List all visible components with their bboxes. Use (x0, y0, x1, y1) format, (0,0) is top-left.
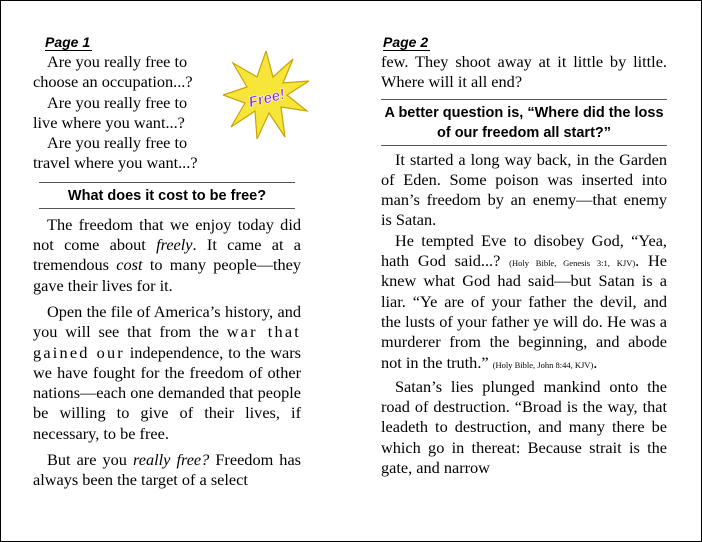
section-heading-cost: What does it cost to be free? (39, 182, 295, 209)
paragraph: few. They shoot away at it little by little. Where will it all end? (381, 52, 667, 92)
page-2-column (381, 34, 667, 478)
page-2-label: Page 2 (383, 34, 429, 50)
text-run: . (593, 352, 598, 372)
text-run: The freedom that we enjoy today did not come about (33, 214, 301, 255)
free-badge-text: Free! (247, 85, 287, 112)
paragraph (381, 231, 667, 373)
paragraph (33, 302, 301, 444)
paragraph (33, 215, 301, 296)
text-run: He tempted Eve to disobey God, “Yea, hath God said...? (381, 230, 667, 271)
emphasis-text: freely (156, 235, 193, 255)
text-run: But are you (47, 450, 134, 470)
scripture-reference: (Holy Bible, Genesis 3:1, KJV) (509, 258, 636, 269)
page-1-label: Page 1 (45, 34, 91, 50)
intro-line: live where you want...? (33, 112, 185, 132)
text-run: . It came at a tremendous (33, 235, 301, 275)
page-2-body (381, 150, 667, 479)
free-starburst-badge (223, 51, 309, 139)
page-2-carryover (381, 52, 667, 93)
intro-line: choose an occupation...? (33, 72, 193, 92)
text-run: Open the file of America’s history, and you will see that from the (33, 301, 301, 342)
text-run: to many people—they gave their lives for it. (33, 255, 301, 295)
text-run: war that gained our (33, 322, 301, 362)
scripture-reference: (Holy Bible, John 8:44, KJV) (492, 359, 594, 370)
paragraph (33, 450, 301, 491)
emphasis-text: really free? (133, 450, 210, 470)
page-1-body (33, 215, 301, 491)
text-run: independence, to the wars we have fought for the freedom of other nations—each one demanded that people be willing to give of their lives, if necessary, to be free. (33, 342, 301, 443)
text-run: . He knew what God had said—but Satan is a liar. “Ye are of your father the devil, and the lusts of your father ye will do. He was a murderer from the beginning, and abode not in the truth.” (381, 251, 668, 372)
emphasis-text: cost (116, 255, 143, 275)
paragraph: It started a long way back, in the Garden of Eden. Some poison was inserted into man’s freedom by an enemy—that enemy is Satan. (381, 149, 667, 230)
intro-line: Are you really free to (47, 52, 188, 71)
text-run: Freedom has always been the target of a select (33, 450, 302, 490)
intro-line: travel where you want...? (33, 153, 198, 173)
intro-line: Are you really free to (47, 92, 188, 112)
section-heading-better-question: A better question is, “Where did the loss of our freedom all start?” (381, 99, 667, 146)
paragraph: Satan’s lies plunged mankind onto the road of destruction. “Broad is the way, that leadeth to destruction, and many there be which go in thereat: Because strait is the gate, and narrow (381, 376, 667, 478)
intro-line: Are you really free to (47, 133, 188, 153)
